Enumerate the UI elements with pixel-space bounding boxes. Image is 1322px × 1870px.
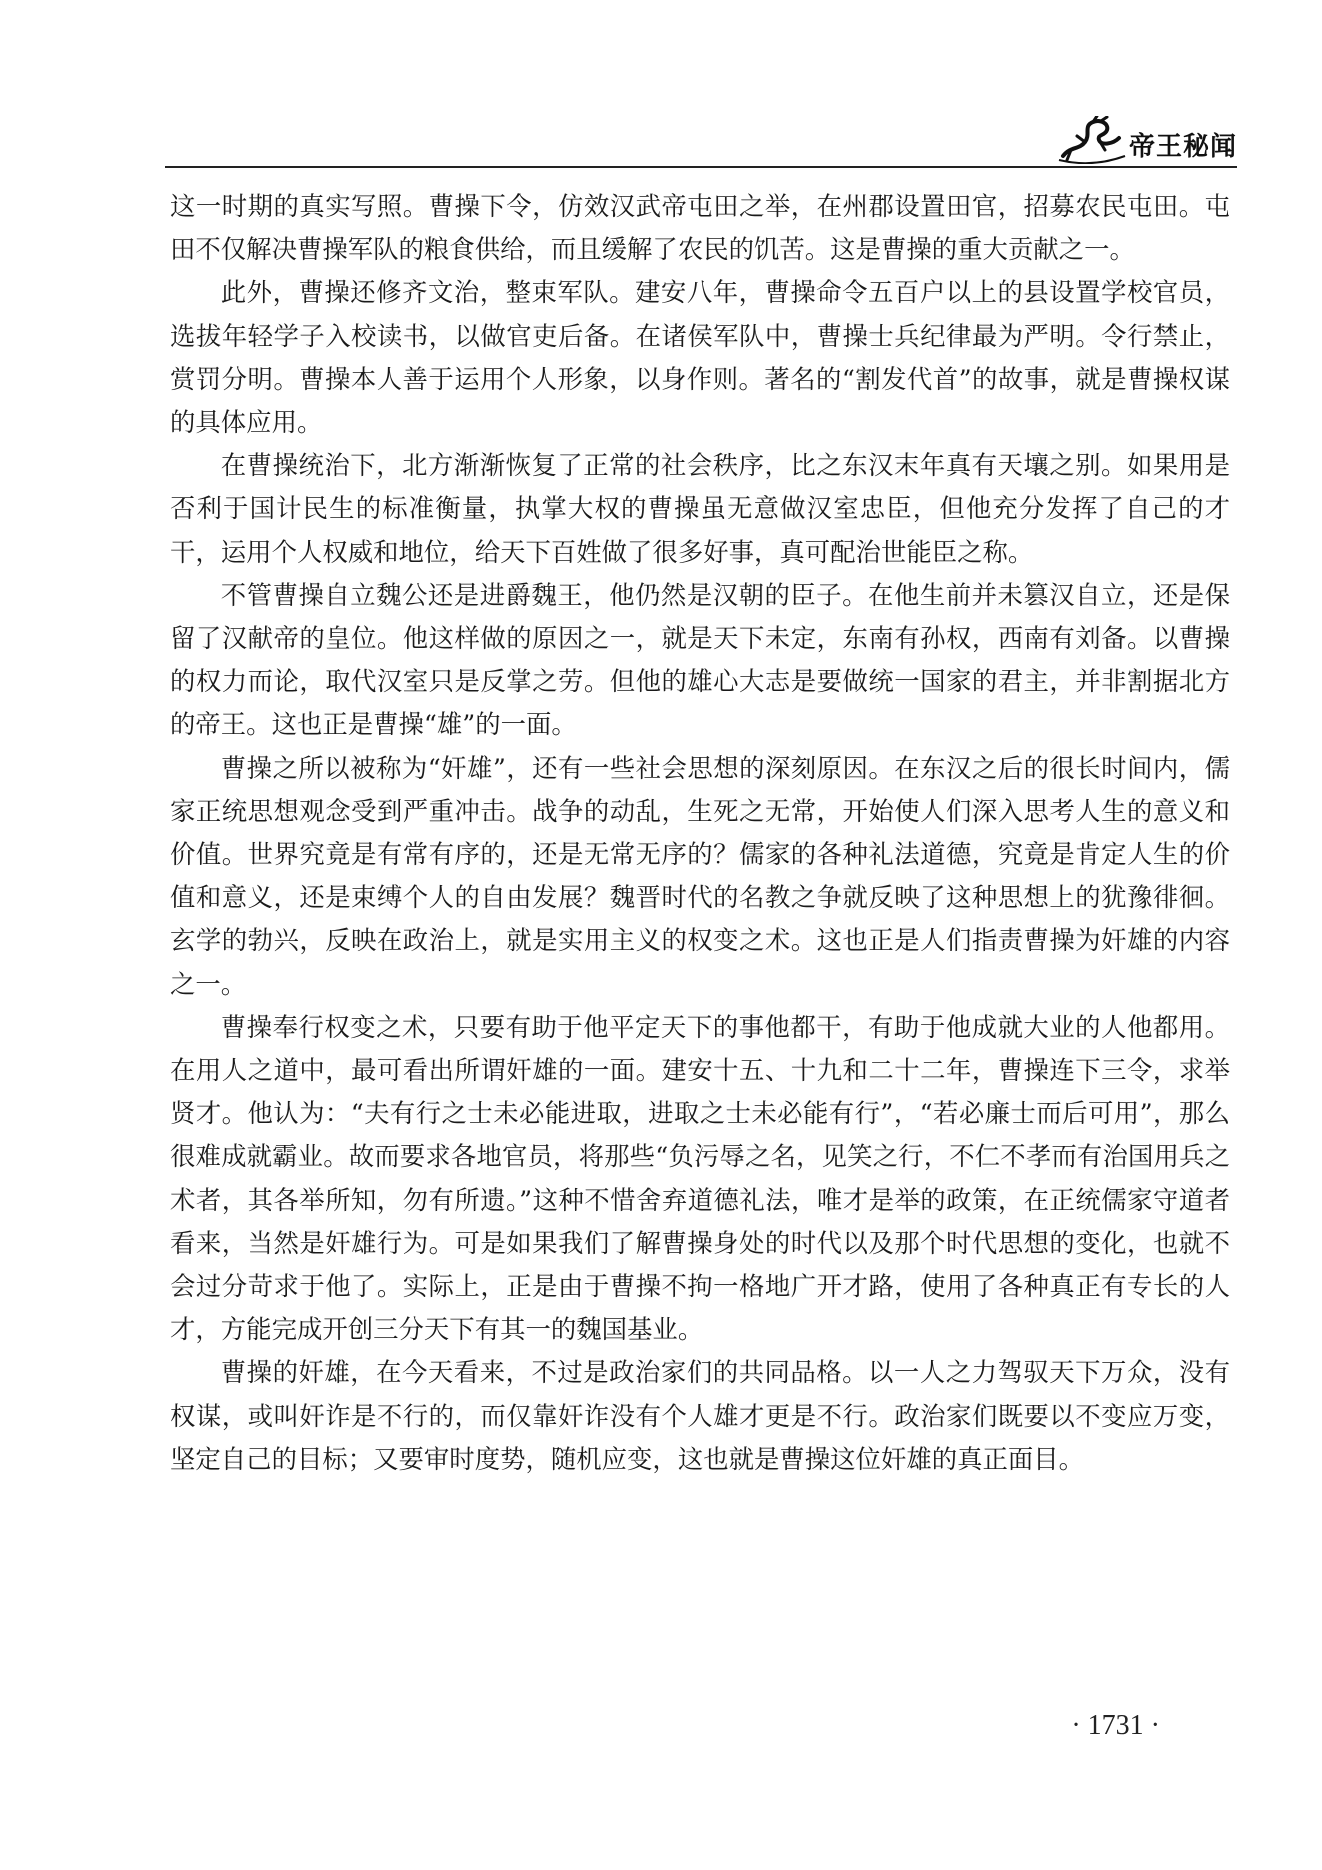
dragon-icon: [1057, 116, 1127, 164]
paragraph: 曹操奉行权变之术，只要有助于他平定天下的事他都干，有助于他成就大业的人他都用。在用人之道中，最可看出所谓奸雄的一面。建安十五、十九和二十二年，曹操连下三令，求举贤才。他认为：“夫有行之士未必能进取，进取之士未必能有行”，“若必廉士而后可用”，那么很难成就霸业。故而要求各地官员，将那些“负污辱之名，见笑之行，不仁不孝而有治国用兵之术者，其各举所知，勿有所遗。”这种不惜舍弃道德礼法，唯才是举的政策，在正统儒家守道者看来，当然是奸雄行为。可是如果我们了解曹操身处的时代以及那个时代思想的变化，也就不会过分苛求于他了。实际上，正是由于曹操不拘一格地广开才路，使用了各种真正有专长的人才，方能完成开创三分天下有其一的魏国基业。: [170, 1011, 1230, 1345]
paragraph: 不管曹操自立魏公还是进爵魏王，他仍然是汉朝的臣子。在他生前并未篡汉自立，还是保留了汉献帝的皇位。他这样做的原因之一，就是天下未定，东南有孙权，西南有刘备。以曹操的权力而论，取代汉室只是反掌之劳。但他的雄心大志是要做统一国家的君主，并非割据北方的帝王。这也正是曹操“雄”的一面。: [170, 579, 1230, 740]
paragraph: 曹操之所以被称为“奸雄”，还有一些社会思想的深刻原因。在东汉之后的很长时间内，儒家正统思想观念受到严重冲击。战争的动乱，生死之无常，开始使人们深入思考人生的意义和价值。世界究竟是有常有序的，还是无常无序的？儒家的各种礼法道德，究竟是肯定人生的价值和意义，还是束缚个人的自由发展？魏晋时代的名教之争就反映了这种思想上的犹豫徘徊。玄学的勃兴，反映在政治上，就是实用主义的权变之术。这也正是人们指责曹操为奸雄的内容之一。: [170, 752, 1230, 999]
page-number: · 1731 ·: [1071, 1710, 1160, 1741]
paragraph: 这一时期的真实写照。曹操下令，仿效汉武帝屯田之举，在州郡设置田官，招募农民屯田。屯田不仅解决曹操军队的粮食供给，而且缓解了农民的饥苦。这是曹操的重大贡献之一。: [170, 191, 1230, 265]
running-header: [165, 112, 1237, 168]
paragraph: 在曹操统治下，北方渐渐恢复了正常的社会秩序，比之东汉末年真有天壤之别。如果用是否利于国计民生的标准衡量，执掌大权的曹操虽无意做汉室忠臣，但他充分发挥了自己的才干，运用个人权威和地位，给天下百姓做了很多好事，真可配治世能臣之称。: [170, 450, 1230, 567]
paragraph: 此外，曹操还修齐文治，整束军队。建安八年，曹操命令五百户以上的县设置学校官员，选拔年轻学子入校读书，以做官吏后备。在诸侯军队中，曹操士兵纪律最为严明。令行禁止，赏罚分明。曹操本人善于运用个人形象，以身作则。著名的“割发代首”的故事，就是曹操权谋的具体应用。: [170, 277, 1230, 438]
section-title: 帝王秘闻: [1128, 132, 1237, 162]
body-text: [170, 185, 1230, 1481]
header-rule: [165, 166, 1237, 168]
paragraph: 曹操的奸雄，在今天看来，不过是政治家们的共同品格。以一人之力驾驭天下万众，没有权谋，或叫奸诈是不行的，而仅靠奸诈没有个人雄才更是不行。政治家们既要以不变应万变，坚定自己的目标；又要审时度势，随机应变，这也就是曹操这位奸雄的真正面目。: [170, 1357, 1230, 1474]
